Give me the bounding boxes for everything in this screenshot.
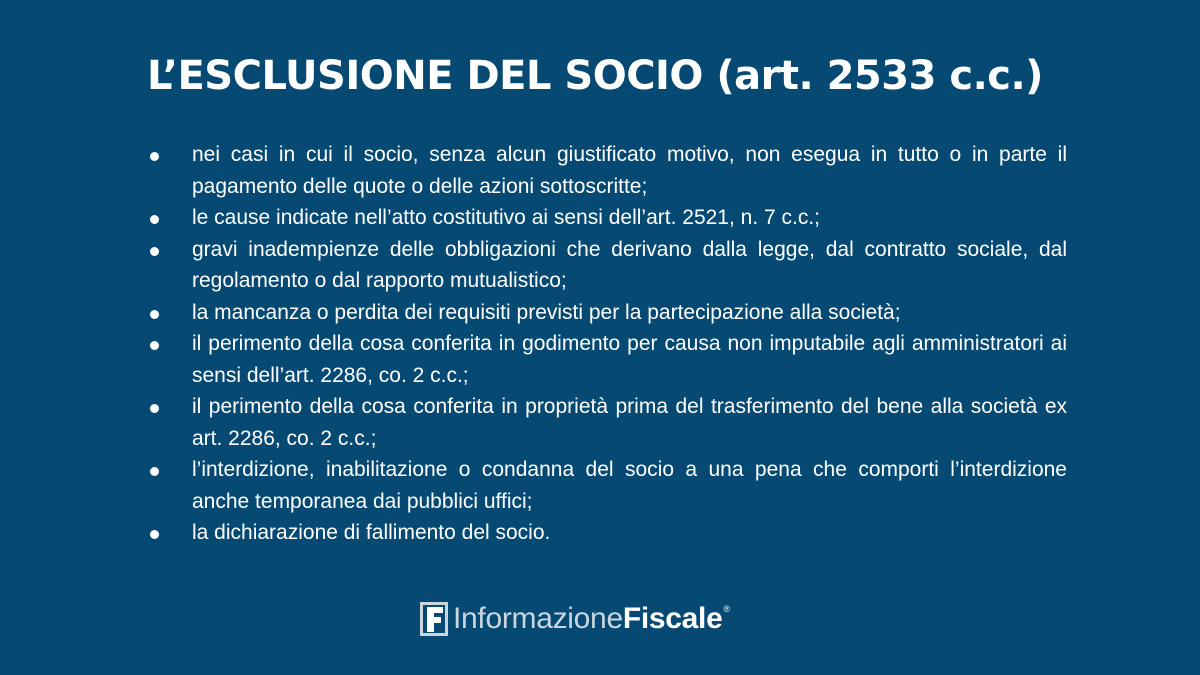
list-item <box>147 297 1067 329</box>
list-item-text: gravi inadempienze delle obbligazioni che derivano dalla legge, dal contratto sociale, dal regolamento o dal rapporto mutualistico; <box>192 237 1067 292</box>
list-item-text: il perimento della cosa conferita in proprietà prima del trasferimento del bene alla società ex art. 2286, co. 2 c.c.; <box>192 395 1067 450</box>
list-item <box>147 328 1067 391</box>
list-item <box>147 391 1067 454</box>
informazionefiscale-logo <box>420 600 730 638</box>
list-item-text: il perimento della cosa conferita in godimento per causa non imputabile agli amministratori ai sensi dell’art. 2286, co. 2 c.c.; <box>192 332 1067 387</box>
list-item-text: l’interdizione, inabilitazione o condanna del socio a una pena che comporti l’interdizione anche temporanea dai pubblici uffici; <box>192 458 1067 513</box>
page-title: L’ESCLUSIONE DEL SOCIO (art. 2533 c.c.) <box>147 53 1043 99</box>
logo-text-informazione: Informazione <box>453 602 623 635</box>
list-item <box>147 139 1067 202</box>
bullet-icon <box>150 404 159 413</box>
registered-mark: ® <box>723 604 731 614</box>
exclusion-causes-list <box>147 139 1067 549</box>
list-item-text: le cause indicate nell’atto costitutivo ai sensi dell’art. 2521, n. 7 c.c.; <box>192 206 821 229</box>
bullet-icon <box>150 247 159 256</box>
list-item-text: la dichiarazione di fallimento del socio. <box>192 521 551 544</box>
list-item <box>147 454 1067 517</box>
list-item <box>147 202 1067 234</box>
list-item <box>147 234 1067 297</box>
bullet-icon <box>150 310 159 319</box>
logo-text-fiscale: Fiscale <box>622 602 723 635</box>
bullet-icon <box>150 467 159 476</box>
list-item-text: la mancanza o perdita dei requisiti previsti per la partecipazione alla società; <box>192 300 901 324</box>
bullet-icon <box>150 341 159 350</box>
f-logo-icon <box>420 602 448 636</box>
list-item-text: nei casi in cui il socio, senza alcun giustificato motivo, non esegua in tutto o in parte il pagamento delle quote o delle azioni sottoscritte; <box>192 143 1067 198</box>
bullet-icon <box>150 530 159 539</box>
list-item <box>147 517 1067 549</box>
bullet-icon <box>150 152 159 161</box>
bullet-icon <box>150 215 159 224</box>
